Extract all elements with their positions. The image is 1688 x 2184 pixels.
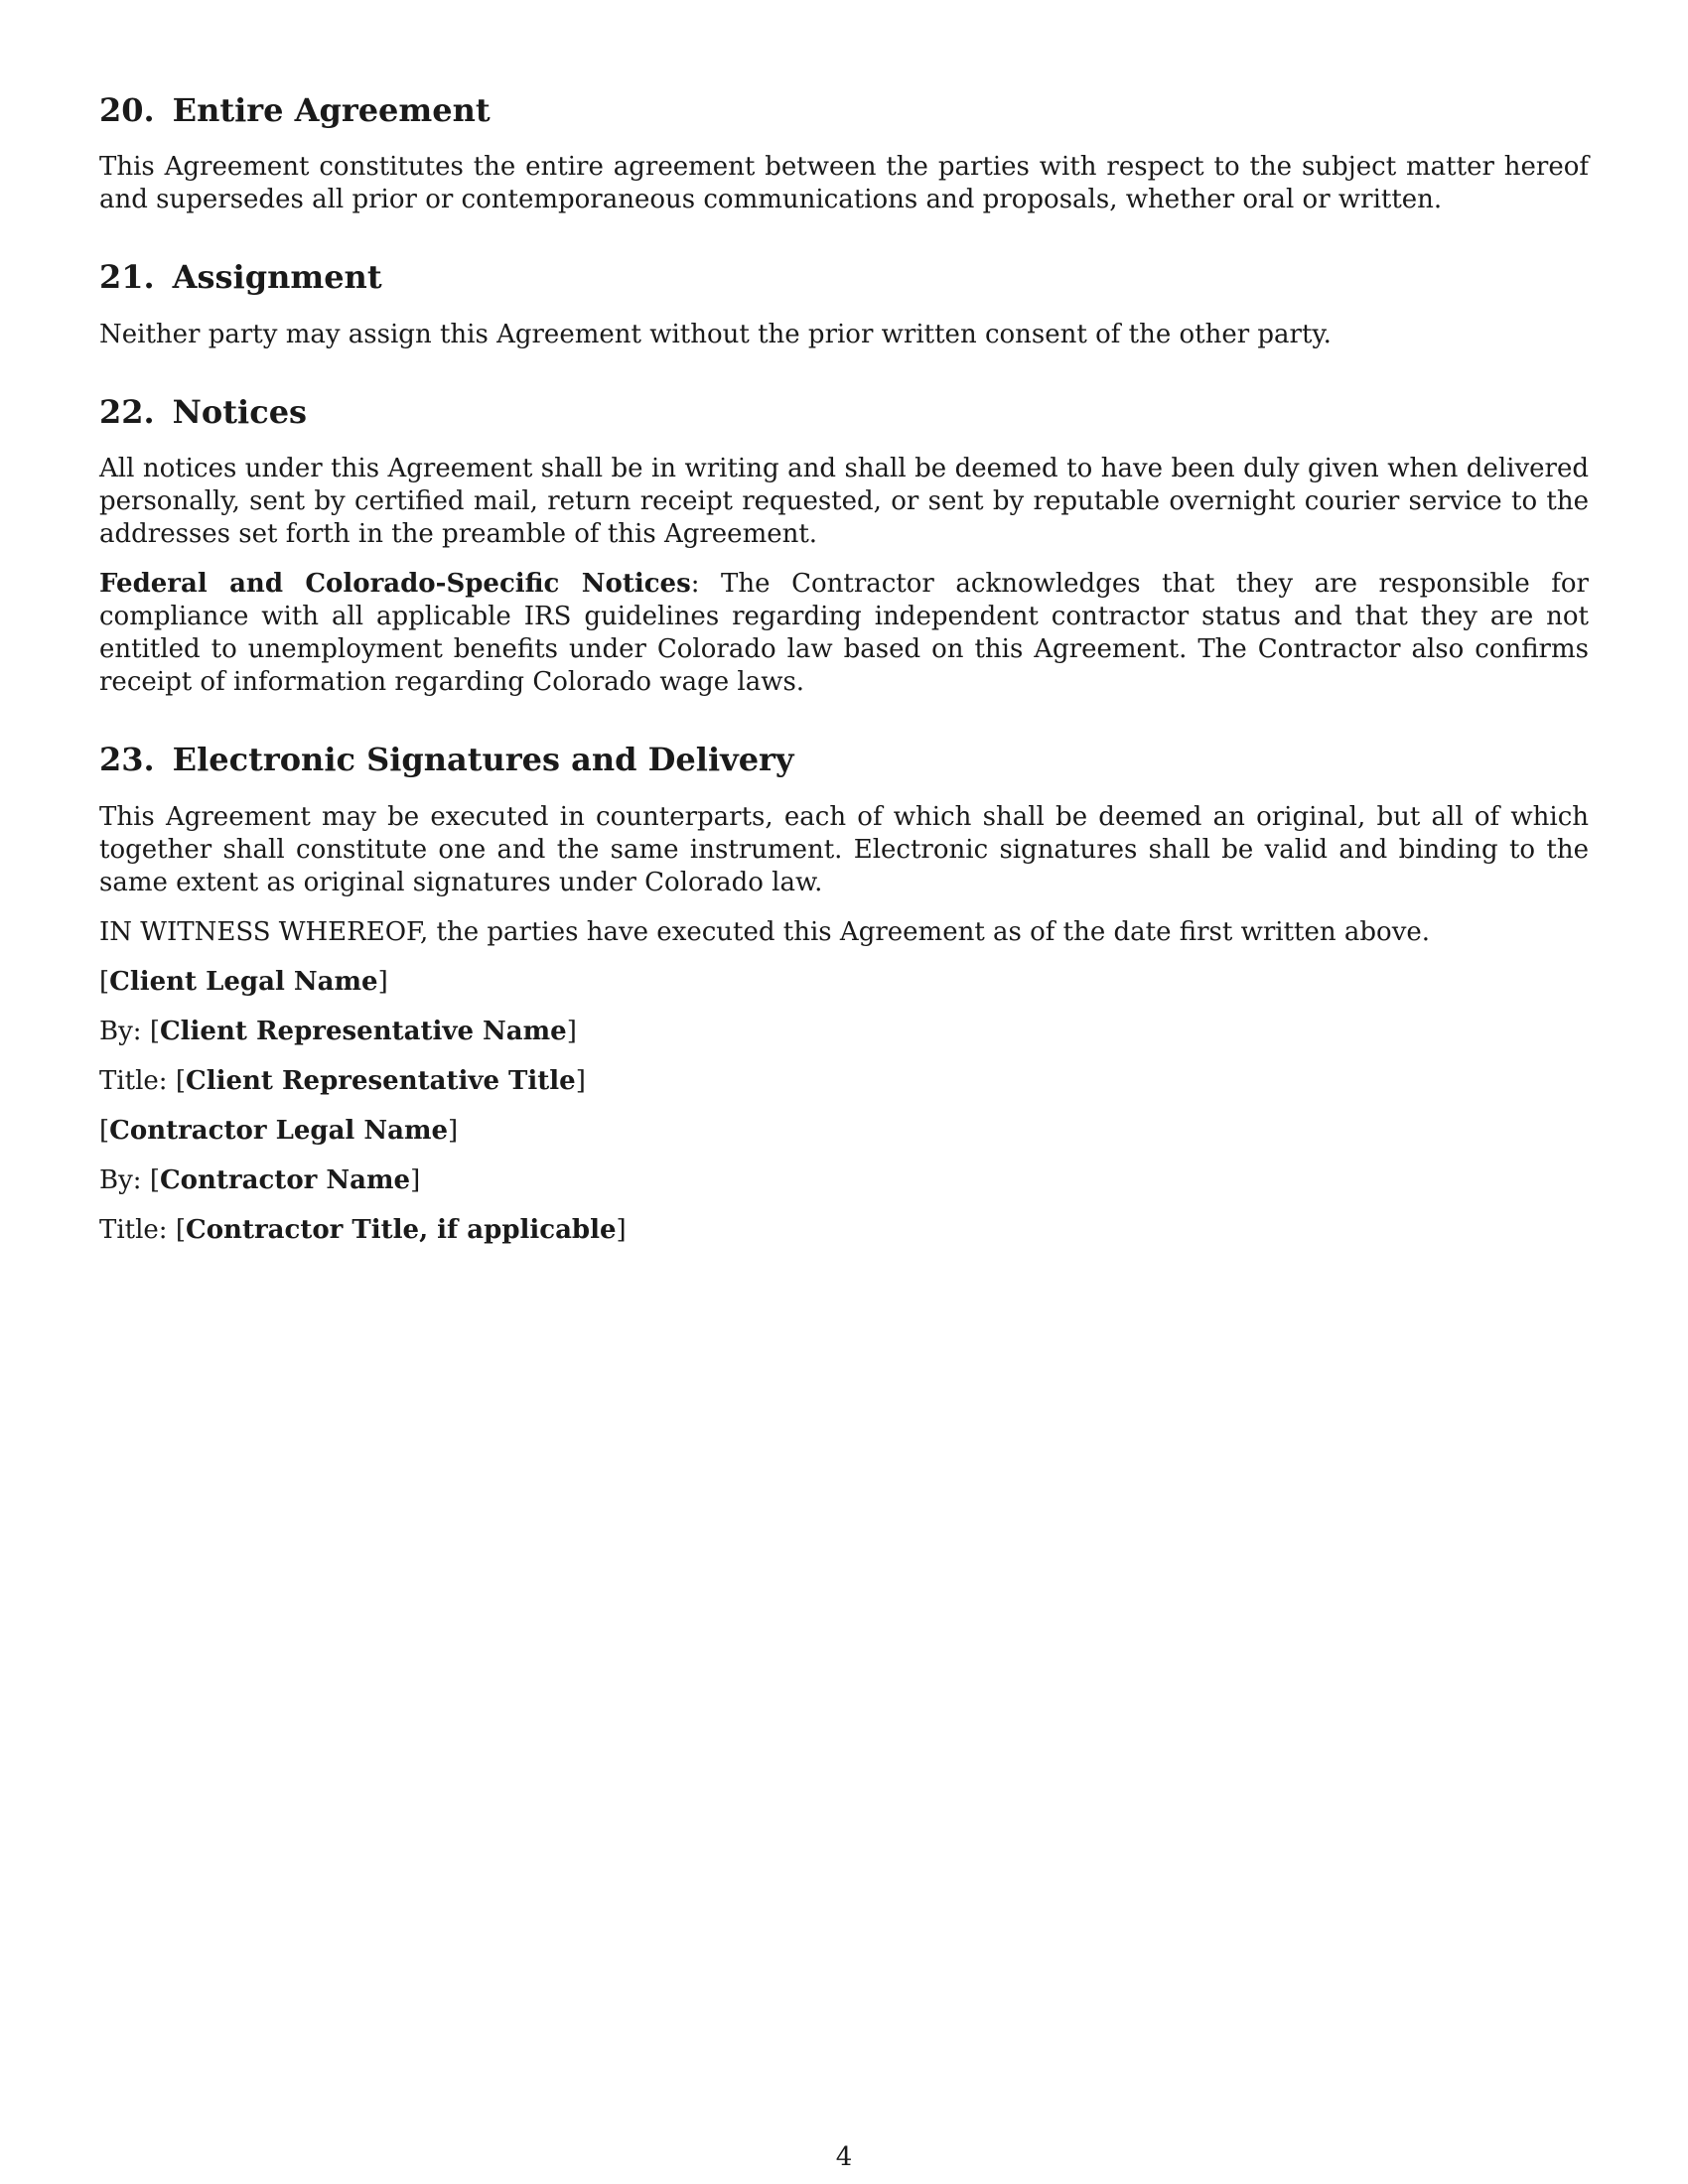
section-paragraph: Neither party may assign this Agreement without the prior written consent of the other party.: [99, 319, 1332, 349]
section-number: 21.: [99, 258, 155, 297]
special-notice-label: Federal and Colorado-Specific Notices: [99, 569, 691, 600]
by-label: By:: [99, 1164, 150, 1195]
client-rep-name: Client Representative Name: [159, 1016, 567, 1046]
signature-block: [99, 966, 1589, 1247]
section-paragraph: This Agreement may be executed in counterparts, each of which shall be deemed an original, but all of which together shall constitute one and the same instrument. Electronic signatures shall be valid and binding to the same extent as original signatures under Colorado law.: [99, 801, 1589, 897]
special-notice-text: : The Contractor acknowledges that they are responsible for compliance with all applicable IRS guidelines regarding independent contractor status and that they are not entitled to unemployment benefits under Colorado law based on this Agreement. The Contractor also confirms receipt of information regarding Colorado wage laws.: [99, 569, 1589, 698]
title-label: Title:: [99, 1065, 176, 1096]
contractor-rep-title: Contractor Title, if applicable: [186, 1214, 617, 1245]
section-assignment: [99, 258, 1589, 350]
open-bracket: [: [149, 1164, 160, 1195]
close-bracket: ]: [575, 1065, 586, 1096]
by-label: By:: [99, 1016, 150, 1046]
document-page: [99, 91, 1589, 1264]
section-electronic-signatures: [99, 741, 1589, 1246]
client-rep-title: Client Representative Title: [186, 1065, 576, 1096]
section-number: 22.: [99, 392, 155, 431]
close-bracket: ]: [410, 1164, 421, 1195]
section-title: Entire Agreement: [172, 91, 491, 129]
section-heading: [99, 258, 1589, 296]
open-bracket: [: [99, 1115, 110, 1146]
open-bracket: [: [175, 1214, 186, 1245]
section-heading: [99, 393, 1589, 431]
contractor-legal-name: Contractor Legal Name: [109, 1115, 449, 1146]
page-number: 4: [835, 2142, 853, 2172]
special-notice-paragraph: [99, 568, 1589, 699]
close-bracket: ]: [566, 1016, 577, 1046]
section-notices: [99, 393, 1589, 699]
open-bracket: [: [175, 1065, 186, 1096]
contractor-by-line: [99, 1164, 1589, 1197]
close-bracket: ]: [448, 1115, 459, 1146]
close-bracket: ]: [616, 1214, 627, 1245]
close-bracket: ]: [377, 966, 388, 997]
section-entire-agreement: [99, 91, 1589, 216]
open-bracket: [: [99, 966, 110, 997]
contractor-legal-name-line: [99, 1115, 1589, 1148]
section-number: 20.: [99, 91, 155, 129]
section-heading: [99, 741, 1589, 778]
client-title-line: [99, 1065, 1589, 1098]
contractor-rep-name: Contractor Name: [159, 1164, 411, 1195]
section-title: Electronic Signatures and Delivery: [172, 741, 794, 779]
section-heading: [99, 91, 1589, 129]
title-label: Title:: [99, 1214, 176, 1245]
section-paragraph: All notices under this Agreement shall be in writing and shall be deemed to have been duly given when delivered personally, sent by certified mail, return receipt requested, or sent by reputable overnight courier service to the addresses set forth in the preamble of this Agreement.: [99, 454, 1589, 550]
section-title: Notices: [172, 392, 308, 431]
client-legal-name: Client Legal Name: [109, 966, 378, 997]
open-bracket: [: [149, 1016, 160, 1046]
client-legal-name-line: [99, 966, 1589, 999]
client-by-line: [99, 1016, 1589, 1048]
witness-paragraph: IN WITNESS WHEREOF, the parties have executed this Agreement as of the date first written above.: [99, 916, 1431, 947]
section-paragraph: This Agreement constitutes the entire agreement between the parties with respect to the subject matter hereof and supersedes all prior or contemporaneous communications and proposals, whether oral or written.: [99, 152, 1589, 215]
section-number: 23.: [99, 741, 155, 779]
contractor-title-line: [99, 1214, 1589, 1247]
section-title: Assignment: [172, 258, 382, 297]
